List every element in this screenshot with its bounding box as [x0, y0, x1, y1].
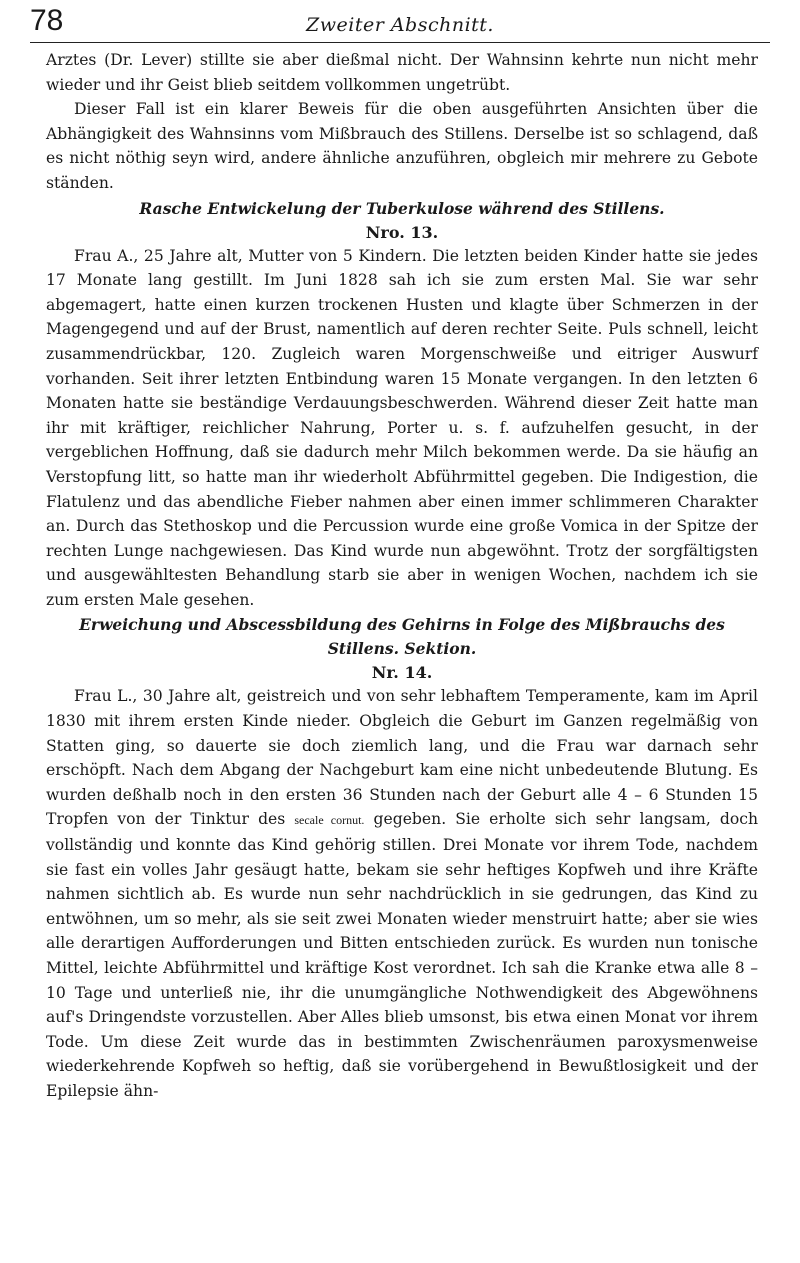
page-header: [30, 2, 770, 43]
paragraph: Arztes (Dr. Lever) stillte sie aber dießmal nicht. Der Wahnsinn kehrte nun nicht mehr wieder und ihr Geist blieb seitdem vollkommen ungetrübt.: [46, 51, 758, 94]
case-number: Nro. 13.: [365, 222, 439, 242]
case-paragraph: Frau A., 25 Jahre alt, Mutter von 5 Kindern. Die letzten beiden Kinder hatte sie jedes 17 Monate lang gestillt. Im Juni 1828 sah ich sie zum ersten Mal. Sie war sehr abgemagert, hatte einen kurzen trockenen Husten und klagte über Schmerzen in der Magengegend und auf der Brust, namentlich auf deren rechter Seite. Puls schnell, leicht zusammendrückbar, 120. Zugleich waren Morgenschweiße und eitriger Auswurf vorhanden. Seit ihrer letzten Entbindung waren 15 Monate vergangen. In den letzten 6 Monaten hatte sie beständige Verdauungsbeschwerden. Während dieser Zeit hatte man ihr mit kräftiger, reichlicher Nahrung, Porter u. s. f. aufzuhelfen gesucht, in der vergeblichen Hoffnung, daß sie dadurch mehr Milch bekommen werde. Da sie häufig an Verstopfung litt, so hatte man ihr wiederholt Abführmittel gegeben. Die Indigestion, die Flatulenz und das abendliche Fieber nahmen aber einen immer schlimmeren Charakter an. Durch das Stethoskop und die Percussion wurde eine große Vomica in der Spitze der rechten Lunge nachgewiesen. Das Kind wurde nun abgewöhnt. Trotz der sorgfältigsten und ausgewähltesten Behandlung starb sie aber in wenigen Wochen, nachdem ich sie zum ersten Male gesehen.: [46, 246, 758, 609]
case-paragraph: [46, 684, 758, 1103]
latin-term: secale cornut.: [294, 813, 365, 828]
section-heading: Rasche Entwickelung der Tuberkulose während des Stillens.: [139, 198, 665, 218]
body-text: [46, 48, 758, 1104]
case-number: Nr. 14.: [371, 663, 433, 683]
case-text-part: Frau L., 30 Jahre alt, geistreich und von sehr lebhaftem Temperamente, kam im April 1830 mit ihrem ersten Kinde nieder. Obgleich die Geburt im Ganzen regelmäßig von Statten ging, so dauerte sie doch ziemlich lang, und die Frau war darnach sehr erschöpft. Nach dem Abgang der Nachgeburt kam eine nicht unbedeutende Blutung. Es wurden deßhalb noch in den ersten 36 Stunden nach der Geburt alle 4 – 6 Stunden 15 Tropfen von der Tinktur des: [46, 687, 758, 829]
section-heading: Erweichung und Abscessbildung des Gehirns in Folge des Mißbrauchs des Stillens. Sektion.: [79, 615, 725, 659]
page-number: 78: [30, 4, 64, 37]
case-text-part: gegeben. Sie erholte sich sehr langsam, doch vollständig und konnte das Kind gehörig stillen. Drei Monate vor ihrem Tode, nachdem sie fast ein volles Jahr gesäugt hatte, bekam sie sehr heftiges Kopfweh und ihre Kräfte nahmen sichtlich ab. Es wurde nun sehr nachdrücklich in sie gedrungen, das Kind zu entwöhnen, um so mehr, als sie seit zwei Monaten wieder menstruirt hatte; aber sie wies alle derartigen Aufforderungen und Bitten entschieden zurück. Es wurden nun tonische Mittel, leichte Abführmittel und kräftige Kost verordnet. Ich sah die Kranke etwa alle 8 – 10 Tage und unterließ nie, ihr die unumgängliche Nothwendigkeit des Abgewöhnens auf's Dringendste vorzustellen. Aber Alles blieb umsonst, bis etwa einen Monat vor ihrem Tode. Um diese Zeit wurde das in bestimmten Zwischenräumen paroxysmenweise wiederkehrende Kopfweh so heftig, daß sie vorübergehend in Bewußtlosigkeit und der Epilepsie ähn-: [46, 810, 759, 1100]
running-head: Zweiter Abschnitt.: [306, 14, 494, 36]
paragraph: Dieser Fall ist ein klarer Beweis für die oben ausgeführten Ansichten über die Abhängigkeit des Wahnsinns vom Mißbrauch des Stillens. Derselbe ist so schlagend, daß es nicht nöthig seyn wird, andere ähnliche anzuführen, obgleich mir mehrere zu Gebote ständen.: [46, 100, 758, 192]
